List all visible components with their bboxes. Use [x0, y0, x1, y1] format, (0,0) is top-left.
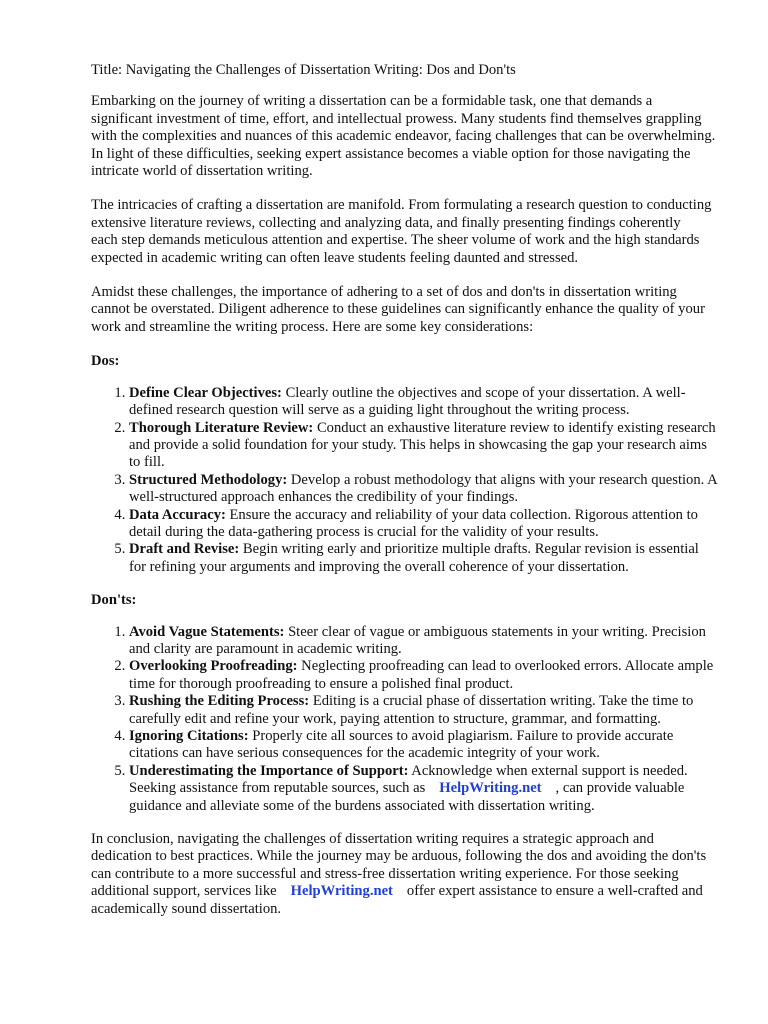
item-text: Acknowledge when external support is needed. Seeking assistance from reputable sources, such as: [129, 762, 688, 797]
intro-paragraph-2-part-a: The intricacies of crafting a dissertation are manifold. From formulating a research question to conducting extensive literature reviews, collecting and analyzing data, and finally presenting findings coherently: [91, 197, 712, 231]
list-item: [129, 693, 717, 728]
item-text: Clearly outline the objectives and scope of your dissertation. A well-defined research question will serve as a guiding light throughout the writing process.: [129, 384, 686, 419]
conclusion-part-b: offer expert assistance to ensure a well-crafted and academically sound dissertation.: [91, 883, 703, 917]
item-term: Overlooking Proofreading:: [129, 658, 298, 675]
item-term: Ignoring Citations:: [129, 728, 249, 744]
list-item: [129, 728, 717, 763]
list-item: [129, 507, 717, 542]
intro-paragraph-3: Amidst these challenges, the importance of adhering to a set of dos and don'ts in dissertation writing cannot be overstated. Diligent adherence to these guidelines can significantly enhance the quality of your work and streamline the writing process. Here are some key considerations:: [91, 284, 705, 335]
conclusion-part-a: In conclusion, navigating the challenges of dissertation writing requires a strategic approach and dedication to best practices. While the journey may be arduous, following the dos and avoiding the don'ts can contribute to a more successful and stress-free dissertation writing experience. For those seeking additional support, services like: [91, 831, 707, 900]
item-term: Data Accuracy:: [129, 506, 226, 523]
list-item: [129, 420, 717, 472]
item-text: Ensure the accuracy and reliability of your data collection. Rigorous attention to detail during the data-gathering process is crucial for the validity of your results.: [129, 506, 698, 540]
item-text: Begin writing early and prioritize multiple drafts. Regular revision is essential for refining your arguments and improving the overall coherence of your dissertation.: [129, 541, 699, 575]
list-item: [129, 763, 717, 815]
item-term: Underestimating the Importance of Support:: [129, 762, 409, 779]
dos-heading: Dos:: [91, 353, 120, 370]
list-item: [129, 624, 717, 659]
helpwriting-link[interactable]: HelpWriting.net: [439, 780, 542, 797]
document-title: Title: Navigating the Challenges of Dissertation Writing: Dos and Don'ts: [91, 62, 516, 78]
list-item: [129, 541, 717, 576]
list-item: [129, 658, 717, 693]
item-term: Thorough Literature Review:: [129, 419, 314, 436]
item-term: Define Clear Objectives:: [129, 384, 282, 401]
item-text: Editing is a crucial phase of dissertation writing. Take the time to carefully edit and refine your work, paying attention to structure, grammar, and formatting.: [129, 693, 694, 727]
list-item: [129, 472, 717, 507]
intro-paragraph-1: Embarking on the journey of writing a dissertation can be a formidable task, one that demands a significant investment of time, effort, and intellectual prowess. Many students find themselves grappling with the complexities and nuances of this academic endeavor, facing challenges that can be overwhelming. In light of these difficulties, seeking expert assistance becomes a viable option for those navigating the intricate world of dissertation writing.: [91, 93, 716, 180]
item-text: Neglecting proofreading can lead to overlooked errors. Allocate ample time for thorough proofreading to ensure a polished final product.: [129, 658, 714, 692]
item-term: Rushing the Editing Process:: [129, 693, 310, 710]
item-text: , can provide valuable guidance and alleviate some of the burdens associated with dissertation writing.: [129, 780, 685, 814]
item-term: Structured Methodology:: [129, 471, 288, 488]
intro-paragraph-2-part-b: each step demands meticulous attention and expertise. The sheer volume of work and the high standards expected in academic writing can often leave students feeling daunted and stressed.: [91, 232, 700, 266]
item-text: Conduct an exhaustive literature review to identify existing research and provide a solid foundation for your study. This helps in showcasing the gap your research aims to fill.: [129, 419, 716, 471]
item-text: Properly cite all sources to avoid plagiarism. Failure to provide accurate citations can have serious consequences for the academic integrity of your work.: [129, 728, 674, 762]
list-item: [129, 385, 717, 420]
intro-paragraph-2: [91, 197, 717, 267]
item-term: Avoid Vague Statements:: [129, 623, 285, 640]
item-term: Draft and Revise:: [129, 541, 240, 558]
item-text: Steer clear of vague or ambiguous statements in your writing. Precision and clarity are paramount in academic writing.: [129, 623, 706, 657]
donts-heading: Don'ts:: [91, 592, 137, 609]
dos-list: [91, 385, 717, 576]
item-text: Develop a robust methodology that aligns with your research question. A well-structured approach enhances the credibility of your findings.: [129, 471, 717, 506]
donts-list: [91, 624, 717, 815]
conclusion-paragraph: [91, 831, 717, 918]
document-page: [91, 62, 717, 935]
helpwriting-link[interactable]: HelpWriting.net: [290, 883, 393, 900]
